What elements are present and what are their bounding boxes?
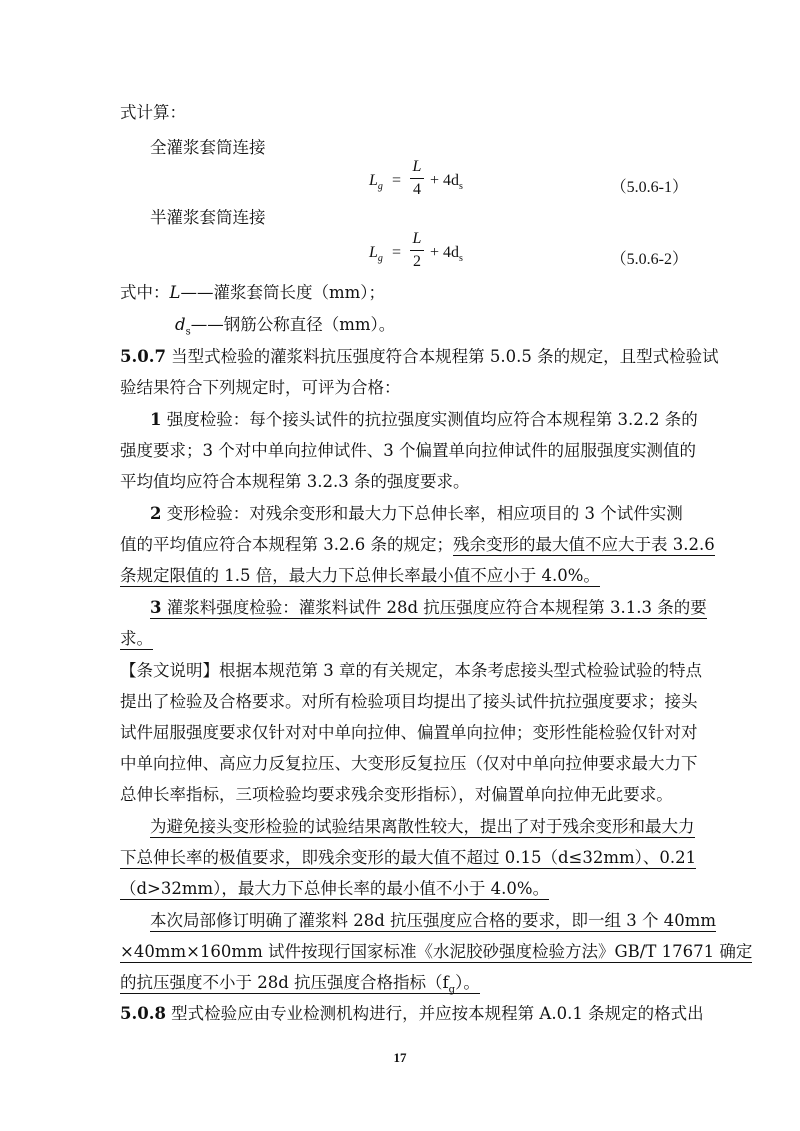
note-line: 的抗压强度不小于 28d 抗压强度合格指标$(f_g)$。 [120, 973, 480, 996]
text-line: 式中：L——灌浆套筒长度（mm）； [120, 283, 386, 302]
text-line: 半灌浆套筒连接 [150, 208, 266, 227]
note-line: ×40mm×160mm 试件按现行国家标准《水泥胶砂强度检验方法》GB/T 17671 确定 [120, 942, 753, 961]
note-line: 中单向拉伸、高应力反复拉压、大变形反复拉压（仅对中单向拉伸要求最大力下 [120, 754, 698, 773]
text-line: 2 变形检验：对残余变形和最大力下总伸长率，相应项目的 3 个试件实测 [150, 504, 683, 523]
text-line: 值的平均值应符合本规程第 3.2.6 条的规定；残余变形的最大值不应大于表 3.2.6 [120, 535, 715, 554]
text-line: 式计算： [120, 103, 186, 122]
text-line: 5.0.7 当型式检验的灌浆料抗压强度符合本规程第 5.0.5 条的规定，且型式检验试 [120, 347, 719, 366]
eq-number: （5.0.6-1） [610, 179, 688, 196]
eq-lhs: $L_g$ [369, 172, 383, 193]
text-line: 条规定限值的 1.5 倍，最大力下总伸长率最小值不应小于 4.0%。 [120, 566, 600, 585]
eq-rest: + $4d_s$ [430, 244, 463, 265]
eq-lhs: $L_g$ [369, 244, 383, 265]
text-line: 1 强度检验：每个接头试件的抗拉强度实测值均应符合本规程第 3.2.2 条的 [150, 410, 698, 429]
page-number: 17 [393, 1050, 407, 1065]
text-line: $d_s——$钢筋公称直径（mm）。 [175, 315, 396, 338]
note-line: 【条文说明】根据本规范第 3 章的有关规定，本条考虑接头型式检验试验的特点 [120, 661, 702, 680]
eq-equals: = [392, 172, 402, 189]
eq-rest: + $4d_s$ [430, 172, 463, 193]
note-line: 总伸长率指标，三项检验均要求残余变形指标），对偏置单向拉伸无此要求。 [120, 785, 673, 804]
note-line: 试件屈服强度要求仅针对对中单向拉伸、偏置单向拉伸；变形性能检验仅针对对 [120, 723, 698, 742]
eq-fraction: L 2 [410, 230, 424, 271]
text-line: 5.0.8 型式检验应由专业检测机构进行，并应按本规程第 A.0.1 条规定的格式出 [120, 1004, 704, 1023]
eq-fraction: L 4 [410, 158, 424, 199]
text-line: 3 灌浆料强度检验：灌浆料试件 28d 抗压强度应符合本规程第 3.1.3 条的要 [150, 598, 707, 617]
note-line: 本次局部修订明确了灌浆料 28d 抗压强度应合格的要求，即一组 3 个 40mm [150, 911, 717, 930]
eq-equals: = [392, 244, 402, 261]
eq-number: （5.0.6-2） [610, 251, 688, 268]
note-line: 为避免接头变形检验的试验结果离散性较大，提出了对于残余变形和最大力 [150, 817, 695, 836]
text-line: 强度要求；3 个对中单向拉伸试件、3 个偏置单向拉伸试件的屈服强度实测值的 [120, 441, 696, 460]
note-line: （d>32mm），最大力下总伸长率的最小值不小于 4.0%。 [120, 879, 550, 898]
text-line: 平均值均应符合本规程第 3.2.3 条的强度要求。 [120, 472, 470, 491]
text-line: 求。 [120, 629, 153, 648]
text-line: 全灌浆套筒连接 [150, 138, 266, 157]
text-line: 验结果符合下列规定时，可评为合格： [120, 378, 401, 397]
note-line: 下总伸长率的极值要求，即残余变形的最大值不超过 0.15（d≤32mm）、0.21 [120, 848, 697, 867]
note-line: 提出了检验及合格要求。对所有检验项目均提出了接头试件抗拉强度要求；接头 [120, 692, 698, 711]
